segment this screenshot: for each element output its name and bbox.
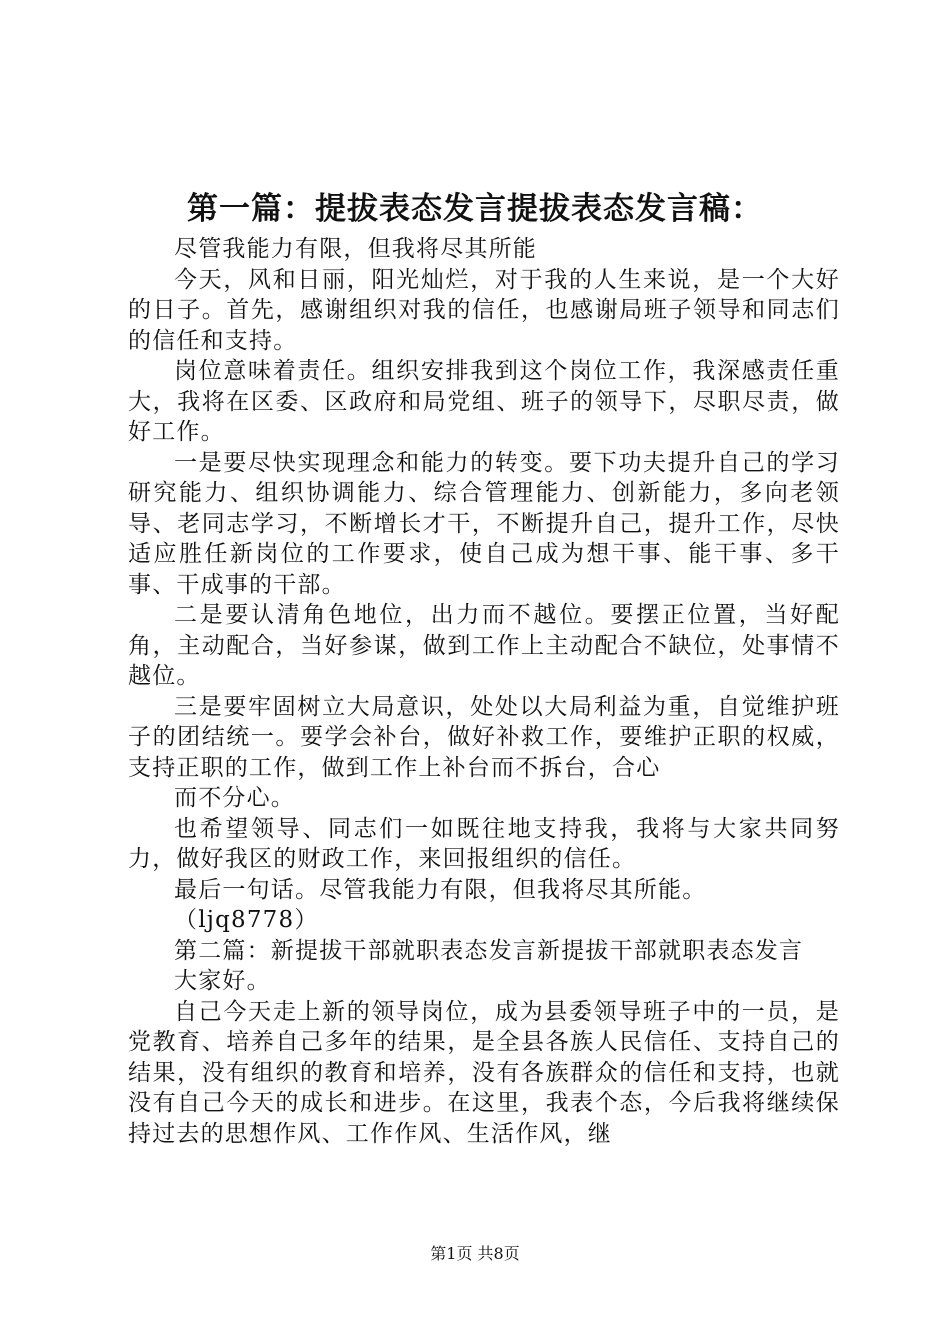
paragraph: 也希望领导、同志们一如既往地支持我，我将与大家共同努力，做好我区的财政工作，来回报组织的信任。	[128, 815, 840, 872]
paragraph: 三是要牢固树立大局意识，处处以大局利益为重，自觉维护班子的团结统一。要学会补台，做好补救工作，要维护正职的权威，支持正职的工作，做到工作上补台而不拆台，合心	[128, 693, 840, 781]
document-body	[128, 234, 840, 1149]
page-number-footer: 第1页 共8页	[430, 1244, 520, 1263]
paragraph: 一是要尽快实现理念和能力的转变。要下功夫提升自己的学习研究能力、组织协调能力、综合管理能力、创新能力，多向老领导、老同志学习，不断增长才干，不断提升自己，提升工作，尽快适应胜任新岗位的工作要求，使自己成为想干事、能干事、多干事、干成事的干部。	[128, 449, 840, 598]
paragraph: 尽管我能力有限，但我将尽其所能	[174, 236, 537, 262]
paragraph: 今天，风和日丽，阳光灿烂，对于我的人生来说，是一个大好的日子。首先，感谢组织对我的信任，也感谢局班子领导和同志们的信任和支持。	[128, 266, 840, 354]
paragraph: 第二篇：新提拔干部就职表态发言新提拔干部就职表态发言	[174, 937, 804, 964]
document-title: 第一篇：提拔表态发言提拔表态发言稿：	[187, 191, 763, 227]
paragraph: 二是要认清角色地位，出力而不越位。要摆正位置，当好配角，主动配合，当好参谋，做到工作上主动配合不缺位，处事情不越位。	[128, 602, 840, 689]
paragraph: （ljq8778）	[174, 907, 319, 933]
paragraph: 大家好。	[174, 968, 271, 994]
paragraph: 最后一句话。尽管我能力有限，但我将尽其所能。	[174, 876, 707, 903]
paragraph: 自己今天走上新的领导岗位，成为县委领导班子中的一员，是党教育、培养自己多年的结果，是全县各族人民信任、支持自己的结果，没有组织的教育和培养，没有各族群众的信任和支持，也就没有自己今天的成长和进步。在这里，我表个态，今后我将继续保持过去的思想作风、工作作风、生活作风，继	[128, 998, 840, 1147]
paragraph: 而不分心。	[174, 785, 295, 811]
paragraph: 岗位意味着责任。组织安排我到这个岗位工作，我深感责任重大，我将在区委、区政府和局党组、班子的领导下，尽职尽责，做好工作。	[128, 358, 840, 445]
